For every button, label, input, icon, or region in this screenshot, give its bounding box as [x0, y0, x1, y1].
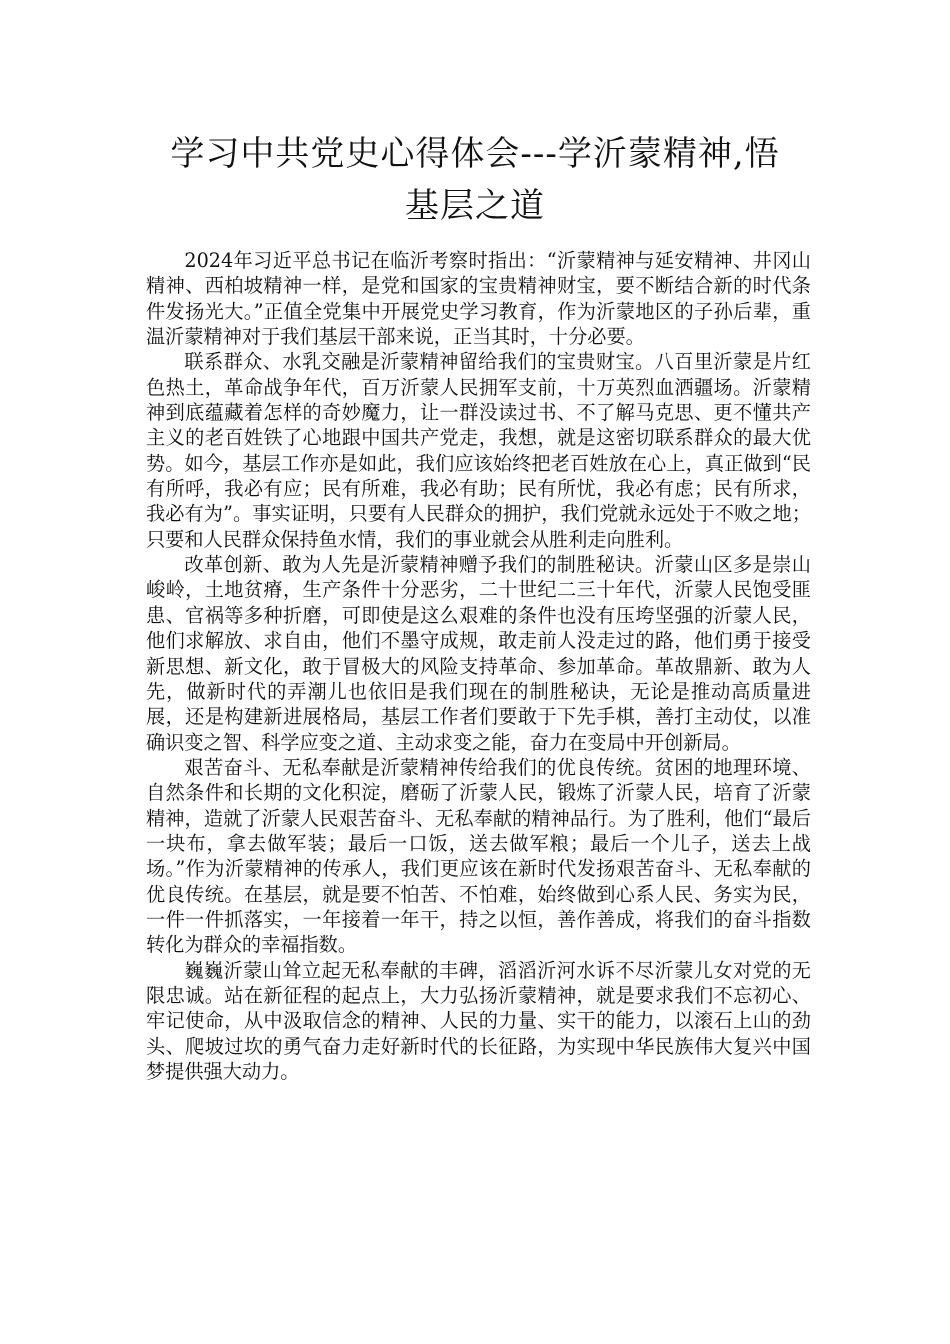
paragraph-reform-innovation: 改革创新、敢为人先是沂蒙精神赠予我们的制胜秘诀。沂蒙山区多是崇山峻岭，土地贫瘠，生产条件十分恶劣，二十世纪二三十年代，沂蒙人民饱受匪患、官祸等多种折磨，可即使是这么艰难的条件也没有压垮坚强的沂蒙人民，他们求解放、求自由，他们不墨守成规，敢走前人没走过的路，他们勇于接受新思想、新文化，敢于冒极大的风险支持革命、参加革命。革故鼎新、敢为人先，做新时代的弄潮儿也依旧是我们现在的制胜秘诀，无论是推动高质量进展，还是构建新进展格局，基层工作者们要敢于下先手棋，善打主动仗，以准确识变之智、科学应变之道、主动求变之能，奋力在变局中开创新局。 — [146, 553, 811, 754]
paragraph-hard-work: 艰苦奋斗、无私奉献是沂蒙精神传给我们的优良传统。贫困的地理环境、自然条件和长期的文化积淀，磨砺了沂蒙人民，锻炼了沂蒙人民，培育了沂蒙精神，造就了沂蒙人民艰苦奋斗、无私奉献的精神品行。为了胜利，他们“最后一块布，拿去做军装；最后一口饭，送去做军粮；最后一个儿子，送去上战场。”作为沂蒙精神的传承人，我们更应该在新时代发扬艰苦奋斗、无私奉献的优良传统。在基层，就是要不怕苦、不怕难，始终做到心系人民、务实为民，一件一件抓落实，一年接着一年干，持之以恒，善作善成，将我们的奋斗指数转化为群众的幸福指数。 — [146, 755, 811, 957]
page-title — [120, 128, 830, 232]
title-line-2: 基层之道 — [405, 186, 545, 226]
document-body — [146, 248, 811, 1084]
paragraph-contact-masses: 联系群众、水乳交融是沂蒙精神留给我们的宝贵财宝。八百里沂蒙是片红色热土，革命战争年代，百万沂蒙人民拥军支前，十万英烈血洒疆场。沂蒙精神到底蕴藏着怎样的奇妙魔力，让一群没读过书、不了解马克思、更不懂共产主义的老百姓铁了心地跟中国共产党走，我想，就是这密切联系群众的最大优势。如今，基层工作亦是如此，我们应该始终把老百姓放在心上，真正做到“民有所呼，我必有应；民有所难，我必有助；民有所忧，我必有虑；民有所求，我必有为”。事实证明，只要有人民群众的拥护，我们党就永远处于不败之地；只要和人民群众保持鱼水情，我们的事业就会从胜利走向胜利。 — [146, 350, 811, 551]
paragraph-conclusion: 巍巍沂蒙山耸立起无私奉献的丰碑，滔滔沂河水诉不尽沂蒙儿女对党的无限忠诚。站在新征程的起点上，大力弘扬沂蒙精神，就是要求我们不忘初心、牢记使命，从中汲取信念的精神、人民的力量、实干的能力，以滚石上山的劲头、爬坡过坎的勇气奋力走好新时代的长征路，为实现中华民族伟大复兴中国梦提供强大动力。 — [146, 958, 811, 1083]
title-line-1: 学习中共党史心得体会---学沂蒙精神,悟 — [170, 134, 780, 174]
paragraph-intro: 2024年习近平总书记在临沂考察时指出：“沂蒙精神与延安精神、井冈山精神、西柏坡精神一样，是党和国家的宝贵精神财宝，要不断结合新的时代条件发扬光大。”正值全党集中开展党史学习教育，作为沂蒙地区的子孙后辈，重温沂蒙精神对于我们基层干部来说，正当其时，十分必要。 — [146, 249, 811, 349]
